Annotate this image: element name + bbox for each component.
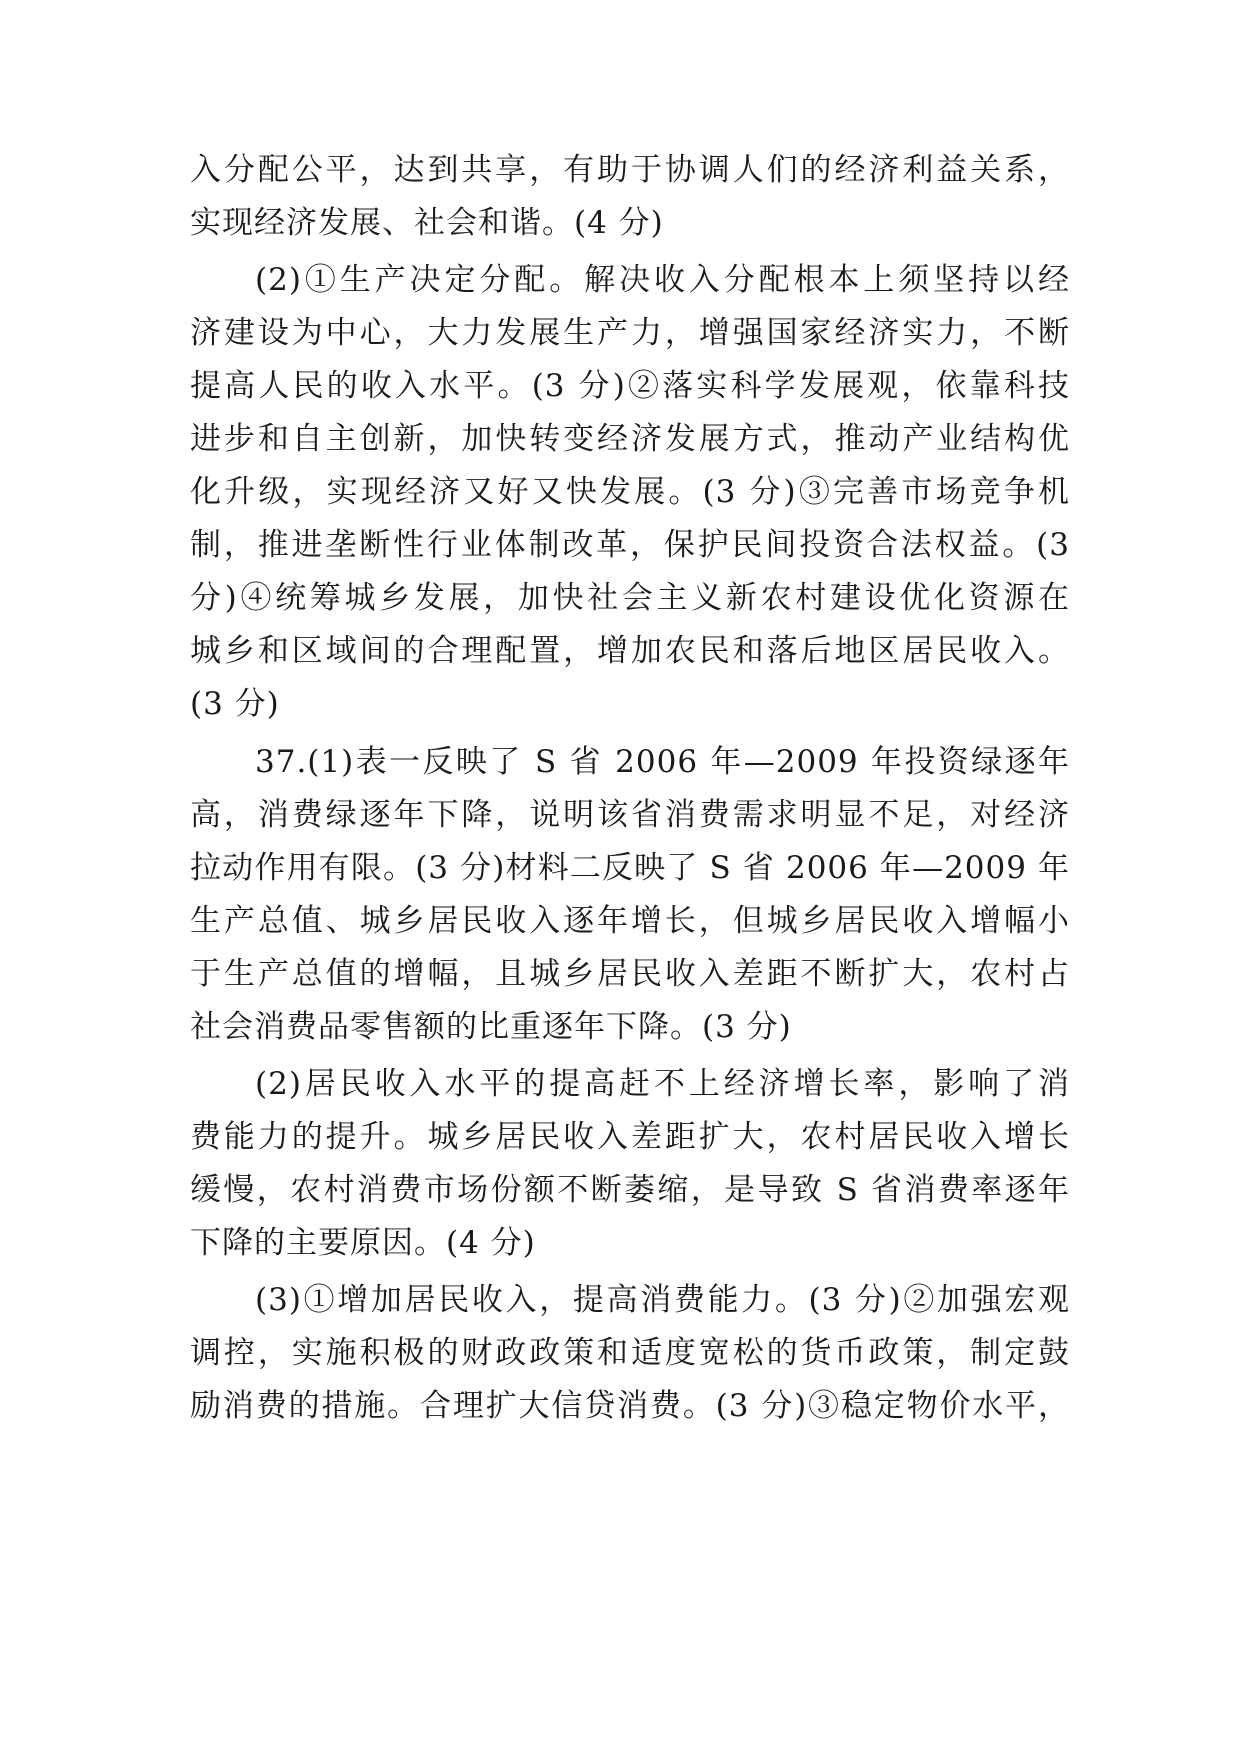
text-line: 调控，实施积极的财政政策和适度宽松的货币政策，制定鼓	[190, 1335, 1070, 1371]
text-line: (2)①生产决定分配。解决收入分配根本上须坚持以经	[255, 262, 1070, 298]
text-line: 于生产总值的增幅，且城乡居民收入差距不断扩大，农村占	[190, 956, 1070, 992]
text-line: 励消费的措施。合理扩大信贷消费。(3 分)③稳定物价水平，	[190, 1388, 1070, 1424]
text-line: 生产总值、城乡居民收入逐年增长，但城乡居民收入增幅小	[190, 903, 1070, 939]
text-line: 进步和自主创新，加快转变经济发展方式，推动产业结构优	[190, 421, 1070, 457]
text-line: 入分配公平，达到共享，有助于协调人们的经济利益关系，	[190, 152, 1070, 188]
text-line: (2)居民收入水平的提高赶不上经济增长率，影响了消	[255, 1066, 1070, 1102]
text-line: 社会消费品零售额的比重逐年下降。(3 分)	[190, 1009, 792, 1045]
text-line: 下降的主要原因。(4 分)	[190, 1225, 536, 1261]
text-line: 拉动作用有限。(3 分)材料二反映了 S 省 2006 年—2009 年	[190, 850, 1070, 886]
text-line: 制，推进垄断性行业体制改革，保护民间投资合法权益。(3	[190, 527, 1070, 563]
text-line: 高，消费绿逐年下降，说明该省消费需求明显不足，对经济	[190, 797, 1070, 833]
text-line: 实现经济发展、社会和谐。(4 分)	[190, 205, 664, 241]
text-line: 化升级，实现经济又好又快发展。(3 分)③完善市场竞争机	[190, 474, 1070, 510]
text-line: 费能力的提升。城乡居民收入差距扩大，农村居民收入增长	[190, 1119, 1070, 1155]
text-line: 提高人民的收入水平。(3 分)②落实科学发展观，依靠科技	[190, 368, 1070, 404]
text-line: 缓慢，农村消费市场份额不断萎缩，是导致 S 省消费率逐年	[190, 1172, 1070, 1208]
text-line: (3)①增加居民收入，提高消费能力。(3 分)②加强宏观	[255, 1282, 1070, 1318]
text-line: 济建设为中心，大力发展生产力，增强国家经济实力，不断	[190, 315, 1070, 351]
text-line: 城乡和区域间的合理配置，增加农民和落后地区居民收入。	[190, 633, 1070, 669]
text-line: 37.(1)表一反映了 S 省 2006 年—2009 年投资绿逐年	[255, 744, 1070, 780]
text-line: 分)④统筹城乡发展，加快社会主义新农村建设优化资源在	[190, 580, 1070, 616]
text-line: (3 分)	[190, 686, 280, 722]
